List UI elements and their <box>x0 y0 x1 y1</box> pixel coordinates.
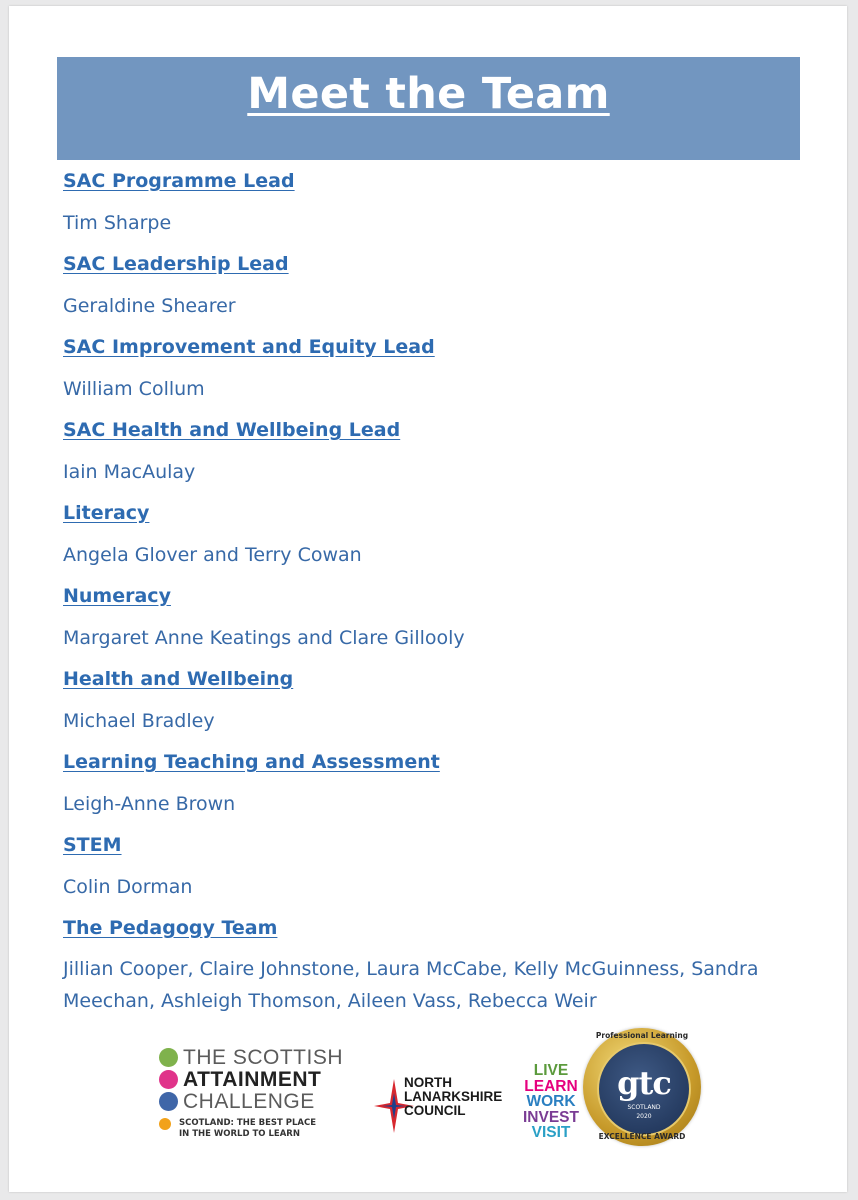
role-title[interactable]: Health and Wellbeing <box>63 668 294 690</box>
llwiv-word: INVEST <box>523 1108 579 1126</box>
role-entry <box>63 833 803 898</box>
gtc-seal <box>597 1042 691 1136</box>
llwiv-word: VISIT <box>531 1124 571 1141</box>
star-icon <box>159 1118 171 1130</box>
nlc-line: NORTH <box>404 1075 452 1090</box>
role-member: Jillian Cooper, Claire Johnstone, Laura McCabe, Kelly McGuinness, Sandra Meechan, Ashleigh Thomson, Aileen Vass, Rebecca Weir <box>63 958 759 1012</box>
partner-logos <box>9 1016 847 1156</box>
role-entry <box>63 584 803 649</box>
role-title[interactable]: SAC Leadership Lead <box>63 253 289 275</box>
sac-logo-line: THE SCOTTISH <box>183 1046 344 1069</box>
scottish-attainment-challenge-logo <box>159 1046 349 1146</box>
role-member: Leigh-Anne Brown <box>63 792 236 815</box>
role-entry <box>63 501 803 566</box>
role-title[interactable]: Learning Teaching and Assessment <box>63 751 440 773</box>
page-title: Meet the Team <box>247 69 610 119</box>
role-member: Geraldine Shearer <box>63 294 236 317</box>
role-title[interactable]: SAC Improvement and Equity Lead <box>63 336 435 358</box>
gtc-scotland: SCOTLAND <box>627 1104 661 1111</box>
role-entry <box>63 335 803 400</box>
role-entry <box>63 252 803 317</box>
live-learn-work-invest-visit-logo <box>521 1063 581 1153</box>
sac-tagline <box>179 1118 316 1140</box>
nlc-wordmark <box>404 1076 502 1118</box>
role-entry <box>63 667 803 732</box>
gtc-ring-top: Professional Learning <box>595 1031 689 1040</box>
role-entry <box>63 418 803 483</box>
llwiv-word: LEARN <box>524 1077 578 1095</box>
role-member: Colin Dorman <box>63 875 193 898</box>
role-title[interactable]: SAC Programme Lead <box>63 170 295 192</box>
title-banner <box>57 57 800 160</box>
role-title[interactable]: STEM <box>63 834 122 856</box>
team-list <box>63 169 803 1012</box>
book-icon <box>159 1048 178 1067</box>
nlc-line: LANARKSHIRE <box>404 1089 503 1104</box>
role-title[interactable]: SAC Health and Wellbeing Lead <box>63 419 401 441</box>
role-title[interactable]: Numeracy <box>63 585 171 607</box>
document-page <box>9 6 847 1192</box>
gtc-year: 2020 <box>636 1113 652 1120</box>
sac-logo-line: ATTAINMENT <box>183 1068 322 1091</box>
role-member: Margaret Anne Keatings and Clare Gillooly <box>63 626 465 649</box>
sac-tagline-line: IN THE WORLD TO LEARN <box>179 1129 300 1139</box>
role-member: Iain MacAulay <box>63 460 196 483</box>
role-member: Tim Sharpe <box>63 211 172 234</box>
heart-icon <box>159 1092 178 1111</box>
nlc-line: COUNCIL <box>404 1103 466 1118</box>
north-lanarkshire-council-logo <box>374 1071 509 1141</box>
llwiv-word: WORK <box>526 1093 576 1110</box>
role-title[interactable]: Literacy <box>63 502 150 524</box>
llwiv-word: LIVE <box>533 1062 569 1079</box>
gtc-ring-bottom: EXCELLENCE AWARD <box>598 1132 686 1141</box>
sac-tagline-line: SCOTLAND: THE BEST PLACE <box>179 1118 317 1128</box>
gtc-scotland-award-badge <box>583 1028 701 1146</box>
gtc-wordmark: gtc <box>617 1064 671 1102</box>
sac-logo-line: CHALLENGE <box>183 1090 315 1113</box>
head-icon <box>159 1070 178 1089</box>
role-title[interactable]: The Pedagogy Team <box>63 917 278 939</box>
role-entry <box>63 169 803 234</box>
role-member: Angela Glover and Terry Cowan <box>63 543 362 566</box>
role-entry <box>63 916 803 1012</box>
role-entry <box>63 750 803 815</box>
role-member: Michael Bradley <box>63 709 215 732</box>
role-member: William Collum <box>63 377 205 400</box>
